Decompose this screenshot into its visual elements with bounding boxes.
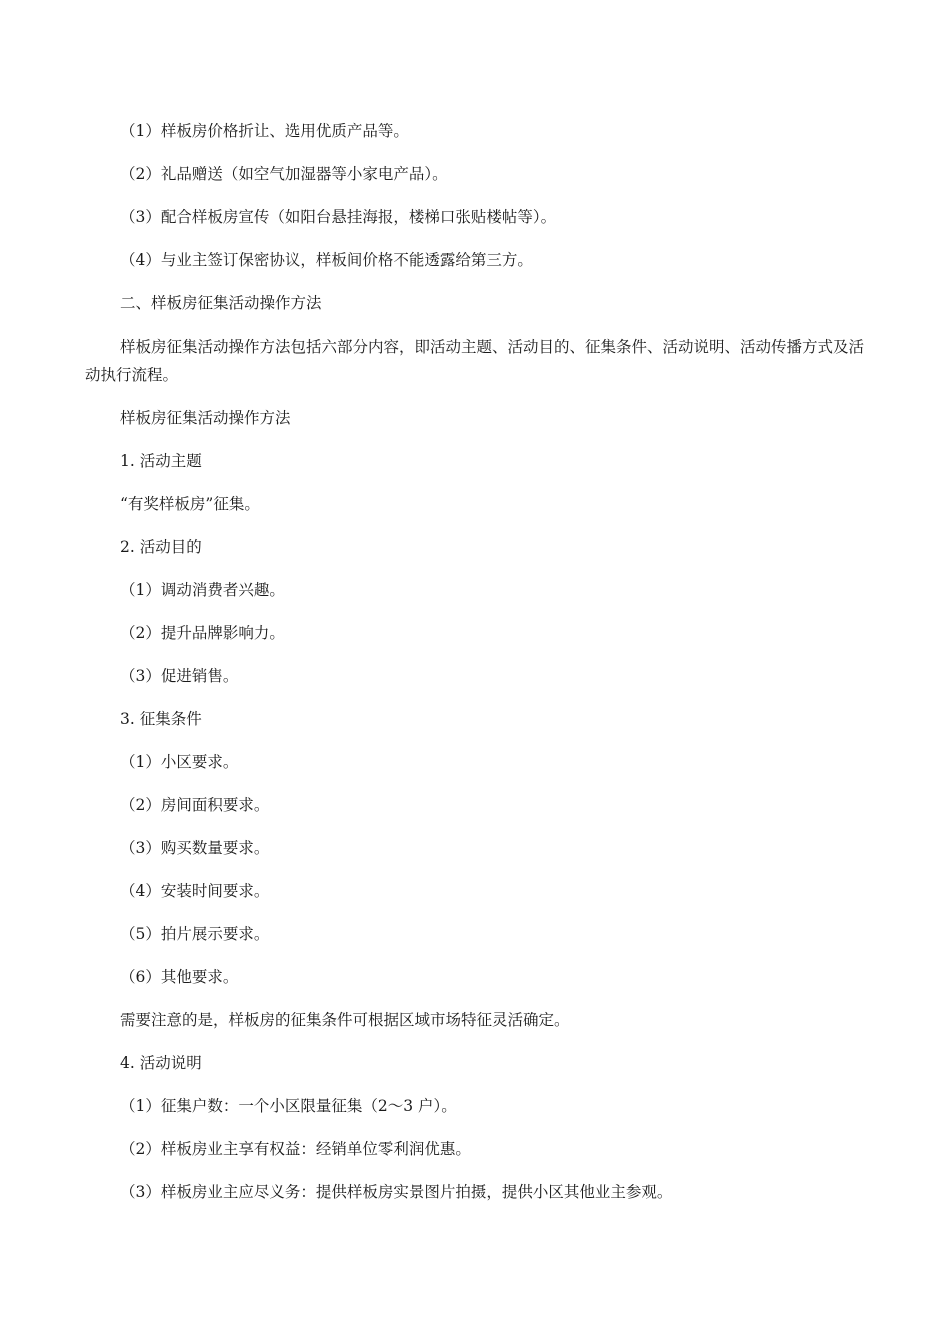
body-paragraph: 样板房征集活动操作方法	[120, 409, 291, 427]
list-item: （1）小区要求。	[120, 753, 239, 771]
list-item: （3）样板房业主应尽义务：提供样板房实景图片拍摄，提供小区其他业主参观。	[120, 1183, 673, 1201]
list-item: （3）促进销售。	[120, 667, 239, 685]
list-item: （2）样板房业主享有权益：经销单位零利润优惠。	[120, 1140, 471, 1158]
subsection-heading: 4. 活动说明	[120, 1054, 202, 1072]
list-item: （1）样板房价格折让、选用优质产品等。	[120, 122, 409, 140]
list-item: （2）房间面积要求。	[120, 796, 270, 814]
list-item: （4）与业主签订保密协议，样板间价格不能透露给第三方。	[120, 251, 533, 269]
body-paragraph: 需要注意的是，样板房的征集条件可根据区域市场特征灵活确定。	[120, 1011, 570, 1029]
body-paragraph: “有奖样板房”征集。	[120, 495, 260, 513]
body-paragraph: 样板房征集活动操作方法包括六部分内容，即活动主题、活动目的、征集条件、活动说明、活动传播方式及活动执行流程。	[85, 338, 865, 384]
section-heading: 二、样板房征集活动操作方法	[120, 294, 322, 312]
list-item: （2）礼品赠送（如空气加湿器等小家电产品）。	[120, 165, 448, 183]
list-item: （3）购买数量要求。	[120, 839, 270, 857]
list-item: （2）提升品牌影响力。	[120, 624, 285, 642]
list-item: （4）安装时间要求。	[120, 882, 270, 900]
list-item: （5）拍片展示要求。	[120, 925, 270, 943]
list-item: （3）配合样板房宣传（如阳台悬挂海报，楼梯口张贴楼帖等）。	[120, 208, 557, 226]
list-item: （6）其他要求。	[120, 968, 239, 986]
list-item: （1）调动消费者兴趣。	[120, 581, 285, 599]
list-item: （1）征集户数：一个小区限量征集（2～3 户）。	[120, 1097, 457, 1115]
subsection-heading: 2. 活动目的	[120, 538, 202, 556]
subsection-heading: 1. 活动主题	[120, 452, 202, 470]
subsection-heading: 3. 征集条件	[120, 710, 202, 728]
